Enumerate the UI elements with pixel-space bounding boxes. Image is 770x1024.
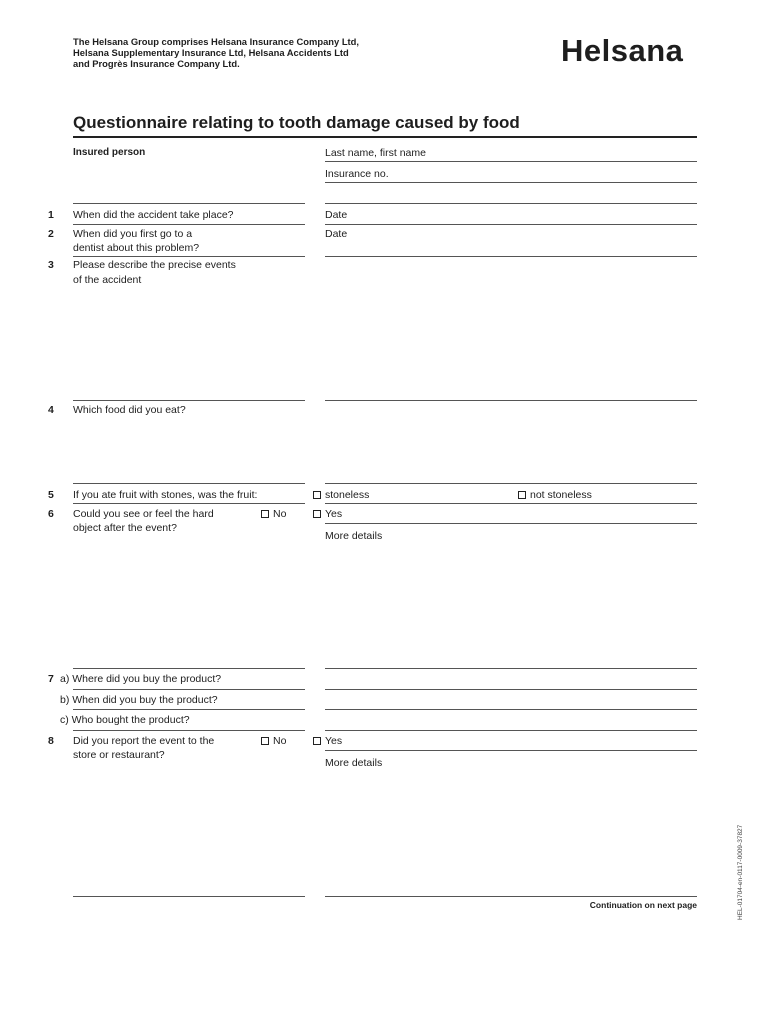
q5-stoneless-option[interactable] bbox=[313, 488, 369, 502]
q1-number: 1 bbox=[48, 209, 54, 221]
q2-number: 2 bbox=[48, 228, 54, 240]
q5-not-stoneless-option[interactable] bbox=[518, 488, 592, 502]
q4-left-rule bbox=[73, 483, 305, 484]
q8-text-line-2: store or restaurant? bbox=[73, 749, 165, 761]
q7a-text: a) Where did you buy the product? bbox=[60, 673, 222, 685]
q6-yes-checkbox[interactable] bbox=[313, 510, 321, 518]
q7b-left-rule bbox=[73, 709, 305, 710]
title-rule bbox=[73, 136, 697, 138]
right-rule-insured bbox=[325, 203, 697, 204]
q3-description-area[interactable] bbox=[325, 260, 697, 398]
q5-text: If you ate fruit with stones, was the fruit: bbox=[73, 489, 258, 501]
q8-no-label: No bbox=[273, 735, 287, 747]
name-field[interactable]: Last name, first name bbox=[325, 147, 426, 159]
q8-more-details-field[interactable]: More details bbox=[325, 757, 383, 769]
q6-right-rule bbox=[325, 668, 697, 669]
q7c-left-rule bbox=[73, 730, 305, 731]
q5-number: 5 bbox=[48, 489, 54, 501]
q5-left-rule bbox=[73, 503, 305, 504]
q6-text-line-1: Could you see or feel the hard bbox=[73, 508, 214, 520]
q8-yes-rule bbox=[325, 750, 697, 751]
q7a-right-rule bbox=[325, 689, 697, 690]
q6-yes-rule bbox=[325, 523, 697, 524]
stoneless-label: stoneless bbox=[325, 489, 370, 501]
q7c-text: c) Who bought the product? bbox=[60, 714, 190, 726]
q6-no-checkbox[interactable] bbox=[261, 510, 269, 518]
helsana-logo: Helsana bbox=[561, 33, 684, 68]
q7c-right-rule bbox=[325, 730, 697, 731]
q2-right-rule bbox=[325, 256, 697, 257]
q6-number: 6 bbox=[48, 508, 54, 520]
q8-no-checkbox[interactable] bbox=[261, 737, 269, 745]
q7a-left-rule bbox=[73, 689, 305, 690]
q8-yes-checkbox[interactable] bbox=[313, 737, 321, 745]
q1-text: When did the accident take place? bbox=[73, 209, 234, 221]
q8-text-line-1: Did you report the event to the bbox=[73, 735, 215, 747]
company-line-2: Helsana Supplementary Insurance Ltd, Helsana Accidents Ltd bbox=[73, 47, 349, 58]
q6-no-label: No bbox=[273, 508, 287, 520]
q6-yes-option[interactable] bbox=[313, 507, 342, 521]
q4-text: Which food did you eat? bbox=[73, 404, 186, 416]
q2-text-line-2: dentist about this problem? bbox=[73, 242, 200, 254]
document-code: HEL-01704-en-0117-0009-37827 bbox=[737, 824, 744, 920]
q3-text-line-1: Please describe the precise events bbox=[73, 259, 236, 271]
q1-left-rule bbox=[73, 224, 305, 225]
q7b-text: b) When did you buy the product? bbox=[60, 694, 218, 706]
q3-left-rule bbox=[73, 400, 305, 401]
left-rule-insured bbox=[73, 203, 305, 204]
q6-text-line-2: object after the event? bbox=[73, 522, 177, 534]
q8-yes-label: Yes bbox=[325, 735, 343, 747]
q3-right-rule bbox=[325, 400, 697, 401]
q2-left-rule bbox=[73, 256, 305, 257]
q8-yes-option[interactable] bbox=[313, 734, 342, 748]
q6-no-option[interactable] bbox=[261, 507, 286, 521]
q6-more-details-field[interactable]: More details bbox=[325, 530, 383, 542]
q2-text-line-1: When did you first go to a bbox=[73, 228, 193, 240]
q3-number: 3 bbox=[48, 259, 54, 271]
q6-yes-label: Yes bbox=[325, 508, 343, 520]
q5-right-rule bbox=[325, 503, 697, 504]
q1-right-rule bbox=[325, 224, 697, 225]
q3-text-line-2: of the accident bbox=[73, 274, 142, 286]
q4-right-rule bbox=[325, 483, 697, 484]
q2-date-field[interactable]: Date bbox=[325, 228, 348, 240]
company-line-3: and Progrès Insurance Company Ltd. bbox=[73, 58, 240, 69]
q1-date-field[interactable]: Date bbox=[325, 209, 348, 221]
not-stoneless-checkbox[interactable] bbox=[518, 491, 526, 499]
q7-number: 7 bbox=[48, 673, 54, 685]
q6-left-rule bbox=[73, 668, 305, 669]
q8-left-rule bbox=[73, 896, 305, 897]
not-stoneless-label: not stoneless bbox=[530, 489, 592, 501]
insurance-no-rule bbox=[325, 182, 697, 183]
q4-food-area[interactable] bbox=[325, 405, 697, 481]
q8-no-option[interactable] bbox=[261, 734, 286, 748]
q7b-right-rule bbox=[325, 709, 697, 710]
q4-number: 4 bbox=[48, 404, 54, 416]
q8-right-rule bbox=[325, 896, 697, 897]
page-title: Questionnaire relating to tooth damage caused by food bbox=[73, 113, 520, 132]
stoneless-checkbox[interactable] bbox=[313, 491, 321, 499]
insurance-no-field[interactable]: Insurance no. bbox=[325, 168, 389, 180]
insured-person-label: Insured person bbox=[73, 147, 146, 158]
q8-number: 8 bbox=[48, 735, 54, 747]
continuation-note: Continuation on next page bbox=[589, 900, 697, 910]
company-line-1: The Helsana Group comprises Helsana Insurance Company Ltd, bbox=[73, 36, 360, 47]
name-field-rule bbox=[325, 161, 697, 162]
